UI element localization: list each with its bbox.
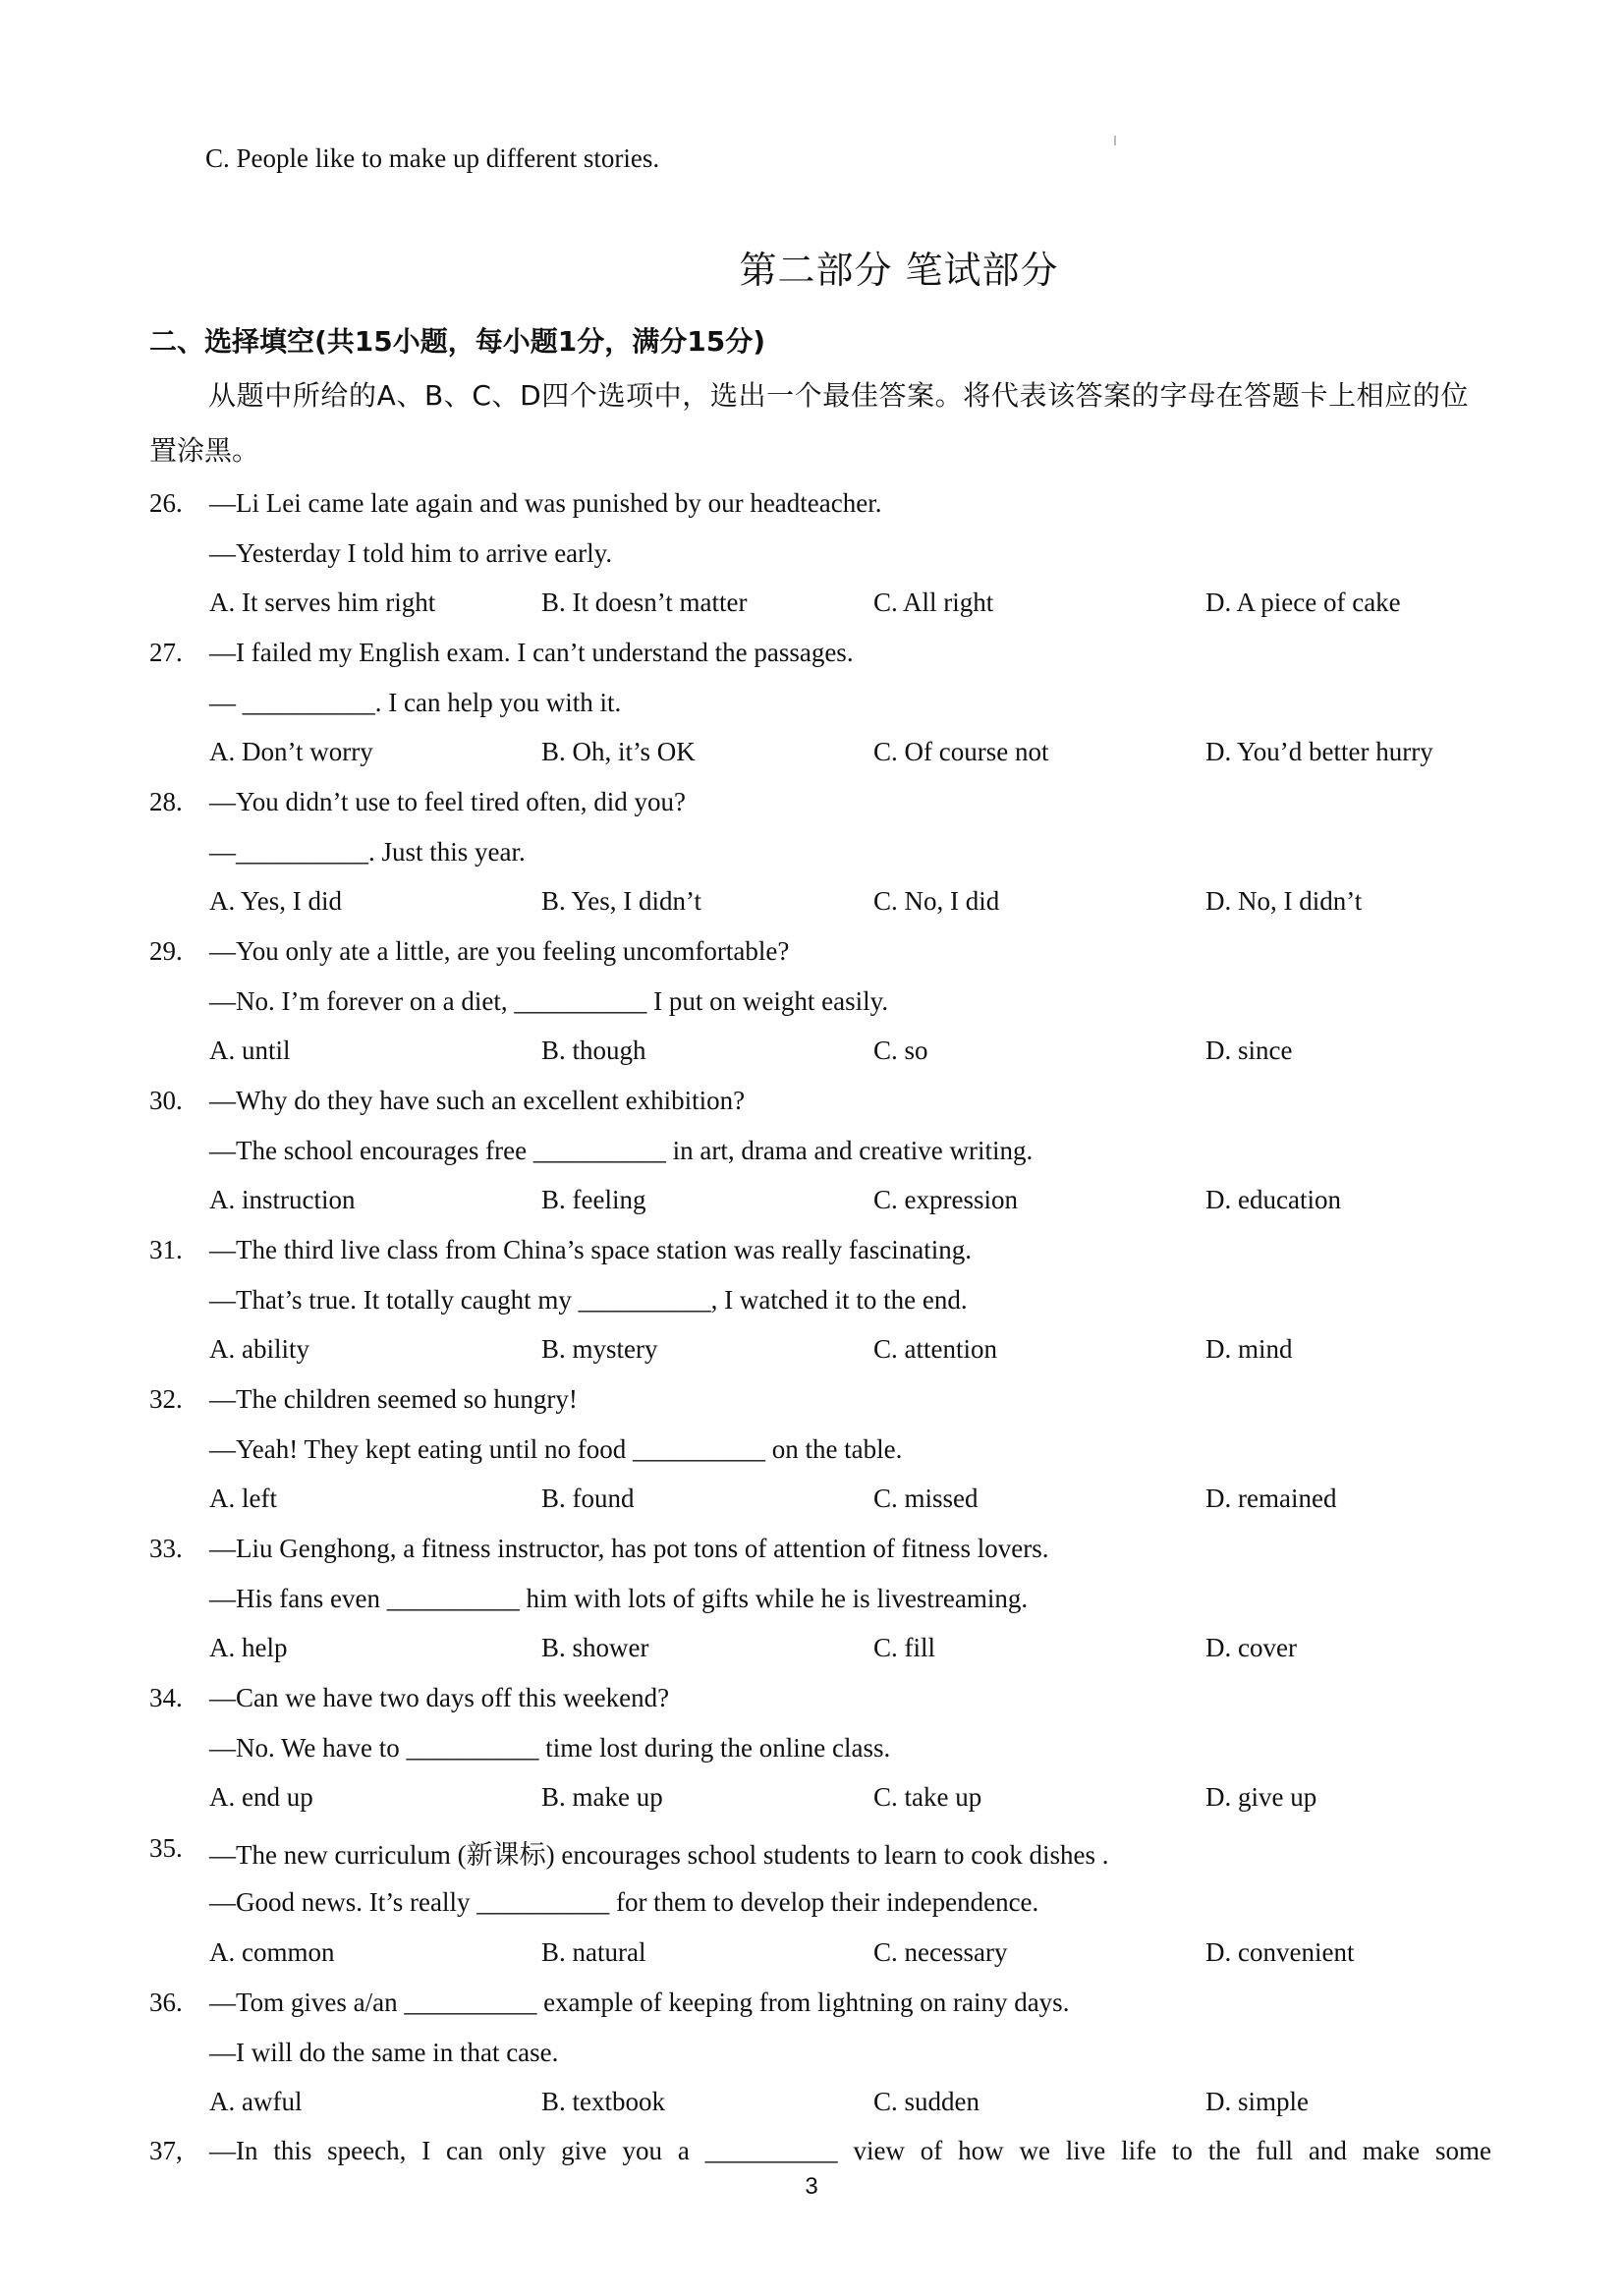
option-c: C. expression (873, 1185, 1018, 1214)
option-d: D. mind (1205, 1334, 1293, 1364)
question-response: —His fans even __________ him with lots of gifts while he is livestreaming. (209, 1584, 1029, 1613)
question-prompt: —The new curriculum (新课标) encourages school students to learn to cook dishes . (209, 1840, 1109, 1870)
option-a: A. Don’t worry (209, 737, 373, 766)
question-29 (0, 936, 1623, 1086)
option-c: C. All right (873, 588, 994, 617)
question-number: 26. (149, 488, 183, 518)
question-34 (0, 1683, 1623, 1832)
question-30 (0, 1086, 1623, 1235)
option-b: B. textbook (541, 2087, 665, 2116)
question-number: 27. (149, 638, 183, 667)
option-d: D. You’d better hurry (1205, 737, 1433, 766)
question-28 (0, 787, 1623, 936)
question-response: —Yeah! They kept eating until no food __________ on the table. (209, 1434, 903, 1464)
option-a: A. end up (209, 1782, 313, 1812)
option-a: A. help (209, 1633, 288, 1662)
question-31 (0, 1235, 1623, 1384)
question-response: —No. I’m forever on a diet, __________ I put on weight easily. (209, 986, 889, 1016)
question-27 (0, 638, 1623, 787)
question-number: 28. (149, 787, 183, 816)
page-number: 3 (805, 2173, 818, 2200)
option-b: B. Yes, I didn’t (541, 886, 702, 916)
question-number: 31. (149, 1235, 183, 1264)
question-32 (0, 1384, 1623, 1534)
option-d: D. education (1205, 1185, 1341, 1214)
option-b: B. found (541, 1484, 635, 1513)
question-26 (0, 488, 1623, 638)
option-c: C. so (873, 1036, 928, 1065)
option-a: A. ability (209, 1334, 309, 1364)
option-c: C. No, I did (873, 886, 1000, 916)
question-35 (0, 1833, 1623, 1983)
option-d: D. A piece of cake (1205, 588, 1401, 617)
question-prompt: —Why do they have such an excellent exhibition? (209, 1086, 746, 1115)
option-d: D. remained (1205, 1484, 1337, 1513)
instructions-line-2: 置涂黑。 (149, 434, 260, 467)
option-c: C. sudden (873, 2087, 979, 2116)
question-prompt: —In this speech, I can only give you a __________ view of how we live life to the full and make some (209, 2136, 1491, 2165)
option-a: A. It serves him right (209, 588, 436, 617)
option-b: B. It doesn’t matter (541, 588, 748, 617)
section-title: 二、选择填空(共15小题，每小题1分，满分15分) (149, 325, 766, 358)
option-a: A. common (209, 1937, 335, 1967)
question-number: 36. (149, 1988, 183, 2017)
question-number: 33. (149, 1534, 183, 1563)
option-d: D. give up (1205, 1782, 1317, 1812)
question-prompt: —You didn’t use to feel tired often, did you? (209, 787, 686, 816)
option-c: C. fill (873, 1633, 936, 1662)
question-prompt: —I failed my English exam. I can’t understand the passages. (209, 638, 854, 667)
question-prompt: —The children seemed so hungry! (209, 1384, 578, 1414)
option-a: A. instruction (209, 1185, 356, 1214)
option-b: B. Oh, it’s OK (541, 737, 696, 766)
question-prompt: —You only ate a little, are you feeling uncomfortable? (209, 936, 790, 966)
question-number: 30. (149, 1086, 183, 1115)
option-b: B. natural (541, 1937, 646, 1967)
question-prompt: —Tom gives a/an __________ example of keeping from lightning on rainy days. (209, 1988, 1070, 2017)
question-number: 29. (149, 936, 183, 966)
part-title: 第二部分 笔试部分 (739, 249, 1059, 292)
question-number: 37, (149, 2136, 183, 2165)
option-c: C. Of course not (873, 737, 1049, 766)
option-a: A. until (209, 1036, 291, 1065)
option-d: D. convenient (1205, 1937, 1355, 1967)
question-response: —Yesterday I told him to arrive early. (209, 538, 613, 568)
option-b: B. shower (541, 1633, 649, 1662)
option-b: B. make up (541, 1782, 663, 1812)
option-a: A. awful (209, 2087, 303, 2116)
question-prompt: —The third live class from China’s space station was really fascinating. (209, 1235, 973, 1264)
option-d: D. cover (1205, 1633, 1297, 1662)
option-a: A. left (209, 1484, 277, 1513)
option-c: C. necessary (873, 1937, 1008, 1967)
question-36 (0, 1988, 1623, 2137)
scan-mark (1114, 136, 1116, 145)
option-d: D. No, I didn’t (1205, 886, 1363, 916)
question-prompt: —Li Lei came late again and was punished by our headteacher. (209, 488, 882, 518)
option-d: D. simple (1205, 2087, 1309, 2116)
question-number: 35. (149, 1833, 183, 1863)
option-d: D. since (1205, 1036, 1293, 1065)
option-c: C. attention (873, 1334, 997, 1364)
question-number: 32. (149, 1384, 183, 1414)
question-response: —The school encourages free __________ in art, drama and creative writing. (209, 1136, 1034, 1165)
question-response: —Good news. It’s really __________ for them to develop their independence. (209, 1887, 1039, 1917)
option-c: C. take up (873, 1782, 982, 1812)
question-number: 34. (149, 1683, 183, 1712)
option-c: C. missed (873, 1484, 979, 1513)
question-prompt: —Liu Genghong, a fitness instructor, has pot tons of attention of fitness lovers. (209, 1534, 1049, 1563)
instructions-line-1: 从题中所给的A、B、C、D四个选项中，选出一个最佳答案。将代表该答案的字母在答题卡上相应的位 (208, 379, 1470, 412)
question-response: —No. We have to __________ time lost during the online class. (209, 1733, 891, 1763)
question-response: —That’s true. It totally caught my __________, I watched it to the end. (209, 1285, 968, 1315)
option-b: B. mystery (541, 1334, 658, 1364)
option-b: B. feeling (541, 1185, 646, 1214)
option-a: A. Yes, I did (209, 886, 343, 916)
option-b: B. though (541, 1036, 646, 1065)
previous-question-option-c: C. People like to make up different stories. (205, 143, 660, 173)
question-33 (0, 1534, 1623, 1683)
question-prompt: —Can we have two days off this weekend? (209, 1683, 670, 1712)
question-response: —I will do the same in that case. (209, 2038, 559, 2067)
question-response: — __________. I can help you with it. (209, 688, 622, 717)
question-response: —__________. Just this year. (209, 837, 526, 867)
